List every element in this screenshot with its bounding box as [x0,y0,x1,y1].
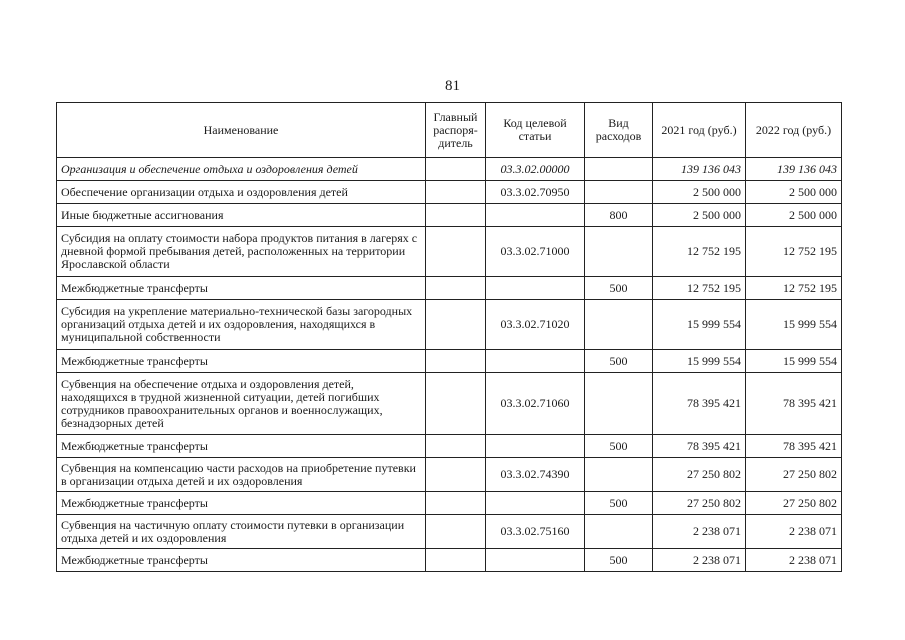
row-manager [426,435,486,458]
row-code: 03.3.02.74390 [486,458,585,492]
row-2021: 27 250 802 [653,458,746,492]
row-2021: 15 999 554 [653,300,746,350]
row-type: 800 [585,204,653,227]
row-type [585,300,653,350]
row-2021: 27 250 802 [653,492,746,515]
row-2022: 2 500 000 [746,204,842,227]
table-row [57,158,842,181]
row-manager [426,515,486,549]
row-code: 03.3.02.70950 [486,181,585,204]
row-type [585,458,653,492]
row-type: 500 [585,549,653,572]
row-2021: 2 500 000 [653,204,746,227]
row-manager [426,300,486,350]
row-type: 500 [585,435,653,458]
row-code [486,277,585,300]
row-2021: 12 752 195 [653,277,746,300]
row-manager [426,277,486,300]
row-manager [426,373,486,435]
row-2021: 12 752 195 [653,227,746,277]
row-manager [426,227,486,277]
row-manager [426,158,486,181]
header-2022: 2022 год (руб.) [746,103,842,158]
row-2022: 2 238 071 [746,515,842,549]
row-code [486,350,585,373]
header-type: Вид расходов [585,103,653,158]
row-2021: 2 238 071 [653,515,746,549]
row-manager [426,458,486,492]
row-manager [426,181,486,204]
table-header-row [57,103,842,158]
row-2021: 78 395 421 [653,435,746,458]
row-2022: 78 395 421 [746,373,842,435]
row-2022: 15 999 554 [746,350,842,373]
row-name: Межбюджетные трансферты [57,350,426,373]
row-manager [426,549,486,572]
row-type: 500 [585,277,653,300]
table-row [57,227,842,277]
row-2021: 15 999 554 [653,350,746,373]
row-code [486,549,585,572]
row-name: Межбюджетные трансферты [57,549,426,572]
row-name: Межбюджетные трансферты [57,435,426,458]
row-2022: 2 238 071 [746,549,842,572]
row-name: Субвенция на обеспечение отдыха и оздоровления детей, находящихся в трудной жизненной ситуации, детей погибших сотрудников правоохранительных органов и военнослужащих, безнадзорных детей [57,373,426,435]
row-name: Субвенция на частичную оплату стоимости путевки в организации отдыха детей и их оздоровления [57,515,426,549]
row-code [486,435,585,458]
row-2022: 15 999 554 [746,300,842,350]
table-row [57,204,842,227]
row-2022: 78 395 421 [746,435,842,458]
row-name: Обеспечение организации отдыха и оздоровления детей [57,181,426,204]
row-name: Иные бюджетные ассигнования [57,204,426,227]
row-manager [426,350,486,373]
table-row [57,373,842,435]
table-row [57,435,842,458]
row-code: 03.3.02.00000 [486,158,585,181]
row-code [486,204,585,227]
row-name: Межбюджетные трансферты [57,277,426,300]
header-name: Наименование [57,103,426,158]
table-row [57,549,842,572]
row-2022: 139 136 043 [746,158,842,181]
row-code: 03.3.02.71000 [486,227,585,277]
table-row [57,515,842,549]
row-manager [426,204,486,227]
row-code: 03.3.02.71020 [486,300,585,350]
row-manager [426,492,486,515]
table-row [57,492,842,515]
row-type [585,158,653,181]
row-2022: 27 250 802 [746,492,842,515]
header-manager: Главный распоря-дитель [426,103,486,158]
table-row [57,181,842,204]
row-2022: 12 752 195 [746,227,842,277]
row-type [585,227,653,277]
row-type [585,373,653,435]
table-row [57,277,842,300]
row-name: Межбюджетные трансферты [57,492,426,515]
row-code: 03.3.02.75160 [486,515,585,549]
row-2022: 2 500 000 [746,181,842,204]
row-code: 03.3.02.71060 [486,373,585,435]
table-row [57,458,842,492]
row-type: 500 [585,350,653,373]
row-2021: 2 500 000 [653,181,746,204]
row-type: 500 [585,492,653,515]
row-type [585,515,653,549]
row-name: Организация и обеспечение отдыха и оздоровления детей [57,158,426,181]
header-2021: 2021 год (руб.) [653,103,746,158]
row-type [585,181,653,204]
page-number: 81 [445,78,460,94]
row-code [486,492,585,515]
row-name: Субсидия на оплату стоимости набора продуктов питания в лагерях с дневной формой пребывания детей, расположенных на территории Ярославской области [57,227,426,277]
table-row [57,300,842,350]
table-row [57,350,842,373]
row-2021: 139 136 043 [653,158,746,181]
row-name: Субсидия на укрепление материально-технической базы загородных организаций отдыха детей и их оздоровления, находящихся в муниципальной собственности [57,300,426,350]
row-2022: 27 250 802 [746,458,842,492]
row-2021: 2 238 071 [653,549,746,572]
budget-table [56,102,842,572]
row-2021: 78 395 421 [653,373,746,435]
row-name: Субвенция на компенсацию части расходов на приобретение путевки в организации отдыха детей и их оздоровления [57,458,426,492]
header-code: Код целевой статьи [486,103,585,158]
row-2022: 12 752 195 [746,277,842,300]
